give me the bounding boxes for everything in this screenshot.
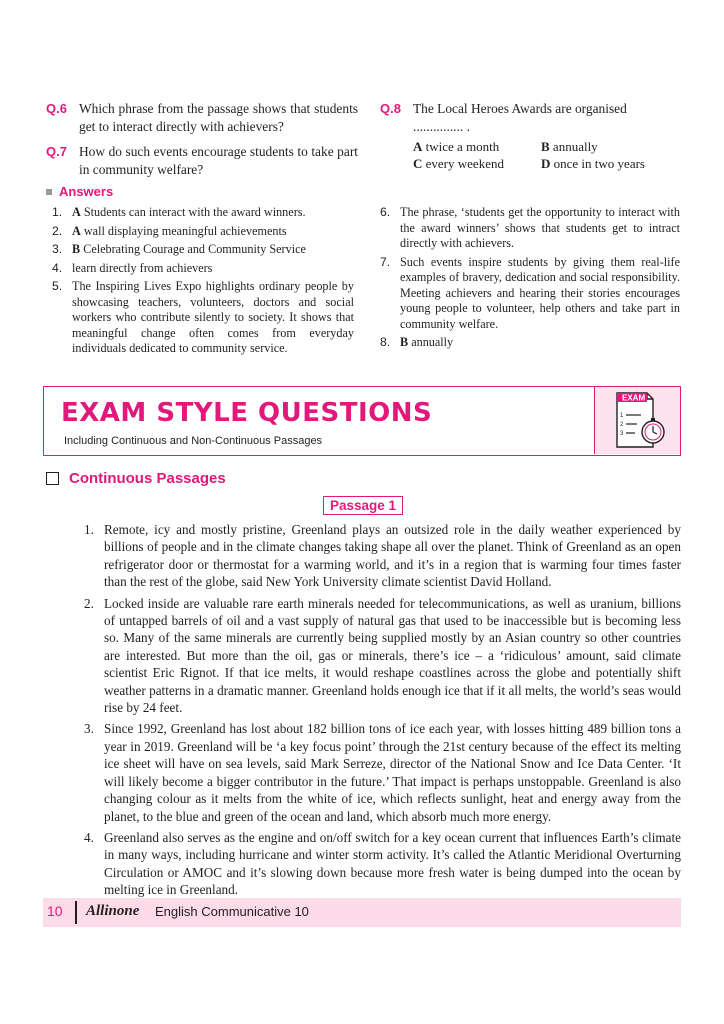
banner-subtitle: Including Continuous and Non-Continuous Passages xyxy=(64,435,323,447)
questions-left-column xyxy=(46,100,358,186)
answers-right-column xyxy=(380,205,680,360)
svg-text:EXAM: EXAM xyxy=(622,393,646,403)
footer-divider xyxy=(75,901,77,924)
svg-text:3: 3 xyxy=(620,431,624,437)
answer-item: 5. The Inspiring Lives Expo highlights ordinary people by showcasing teachers, volunteers, doctors and social workers who contribute silently to society. It shows that meaningful change often comes from everyday individuals dedicated to community service. xyxy=(52,279,354,355)
question-blank-line xyxy=(380,118,680,136)
section-title: Continuous Passages xyxy=(69,470,226,487)
section-heading xyxy=(46,470,226,487)
exam-icon-panel xyxy=(594,387,680,454)
banner-title: EXAM STYLE QUESTIONS xyxy=(61,398,433,428)
question-text: The Local Heroes Awards are organised xyxy=(413,101,627,116)
answer-item: 8. B annually xyxy=(380,335,454,349)
svg-text:2: 2 xyxy=(620,422,624,428)
answers-area xyxy=(52,205,682,360)
question-text: How do such events encourage students to take part in community welfare? xyxy=(79,144,358,177)
passage-paragraph: 4. Greenland also serves as the engine and on/off switch for a key ocean current that influences Earth’s climate in many ways, including hurricane and winter storm activity. It’s called the Atlantic Meridional Overturning Circulation or AMOC and it’s slowing down because more fresh water is being dumped into the ocean by melting ice in Greenland. xyxy=(84,829,681,898)
question-item xyxy=(46,143,358,179)
passage-body xyxy=(84,521,681,903)
answer-item: 3. B Celebrating Courage and Community Service xyxy=(52,242,306,256)
question-number: Q.8 xyxy=(380,101,401,116)
question-number: Q.6 xyxy=(46,101,67,116)
passage-paragraph: 3. Since 1992, Greenland has lost about 182 billion tons of ice each year, with losses hitting 489 billion tons a year in 2019. Greenland will be ‘a key focus point’ through the 21st century because of the effect its melting ice sheet will have on sea levels, said Mark Serreze, director of the National Snow and Ice Data Center. ‘It will likely become a bigger contributor in the future.’ That impact is perhaps unstoppable. Greenland is also changing colour as it melts from the white of ice, which reflects sunlight, heat and energy away from the planet, to the blue and green of the ocean and land, which absorb much more energy. xyxy=(84,721,681,824)
answer-item: 1. A Students can interact with the award winners. xyxy=(52,205,306,219)
answers-left-column xyxy=(52,205,354,360)
answer-item: 6. The phrase, ‘students get the opportunity to interact with the award winners’ shows that students get to intract directly with achievers. xyxy=(380,205,680,250)
question-item xyxy=(46,100,358,136)
question-item xyxy=(380,100,680,118)
question-blank: ............... . xyxy=(413,119,470,134)
questions-area xyxy=(46,100,682,186)
answer-item: 2. A wall displaying meaningful achievements xyxy=(52,223,287,238)
option-b: B annually xyxy=(541,139,598,154)
bullet-square-icon xyxy=(46,189,52,195)
brand-logo: Allinone xyxy=(86,903,140,919)
page-number: 10 xyxy=(47,903,63,919)
book-title: English Communicative 10 xyxy=(155,904,309,919)
answer-item: 7. Such events inspire students by giving them real-life examples of bravery, dedication and social responsibility. Meeting achievers and hearing their stories encourages young people to volunteer, help others and take part in community welfare. xyxy=(380,254,680,331)
svg-text:1: 1 xyxy=(620,413,624,419)
passage-label: Passage 1 xyxy=(323,496,403,515)
question-number: Q.7 xyxy=(46,144,67,159)
option-d: D once in two years xyxy=(541,156,645,171)
page-footer xyxy=(43,898,681,927)
exam-banner xyxy=(43,386,681,456)
exam-clipboard-icon xyxy=(595,387,681,454)
checkbox-icon xyxy=(46,472,59,485)
answers-heading: Answers xyxy=(46,184,113,199)
question-text: Which phrase from the passage shows that students get to interact directly with achievers? xyxy=(79,101,358,134)
answer-item: 4. learn directly from achievers xyxy=(52,260,213,275)
option-a: A twice a month xyxy=(413,139,500,154)
passage-paragraph: 1. Remote, icy and mostly pristine, Greenland plays an outsized role in the daily weather experienced by billions of people and in the climate changes taking shape all over the planet. Think of Greenland as an open refrigerator door or thermostat for a warming world, and it’s in a region that is warming four times faster than the rest of the globe, said New York University climate scientist David Holland. xyxy=(84,522,681,590)
passage-paragraph: 2. Locked inside are valuable rare earth minerals needed for telecommunications, as well as uranium, billions of untapped barrels of oil and a vast supply of natural gas that used to be inaccessible but is becoming less so. Many of the same minerals are currently being supplied mostly by an Asian country so other countries are interested. But more than the oil, gas or minerals, there’s ice – a ‘ridiculous’ amount, said climate scientist Eric Rignot. If that ice melts, it would reshape coastlines across the globe and potentially shift weather patterns in a dramatic manner. Greenland holds enough ice that if it all melts, the world’s seas would rise by 24 feet. xyxy=(84,595,681,716)
question-options xyxy=(413,138,680,172)
questions-right-column xyxy=(380,100,680,186)
option-c: C every weekend xyxy=(413,156,504,171)
